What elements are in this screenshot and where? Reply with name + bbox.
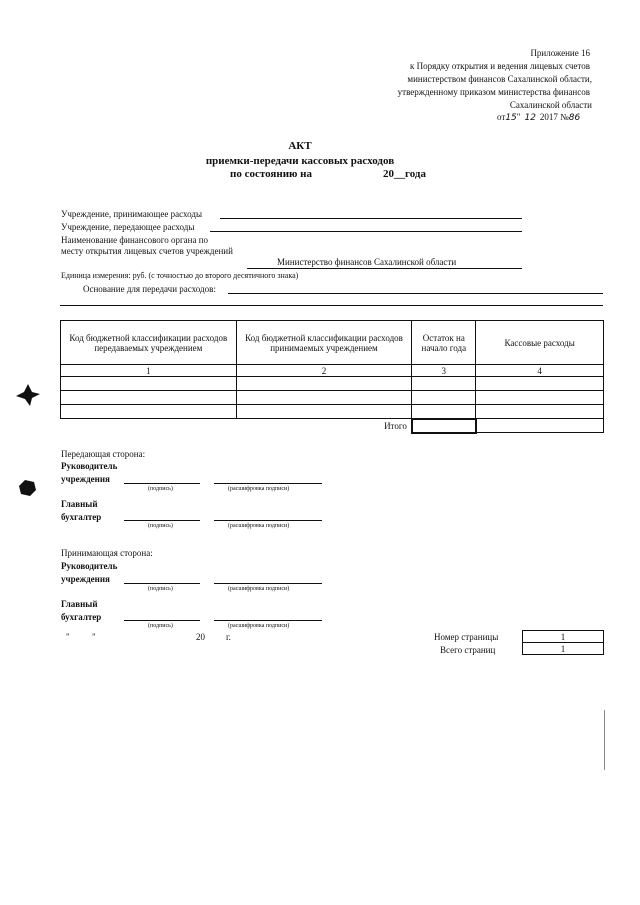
page-number-label: Номер страницы bbox=[434, 632, 499, 642]
receive-accountant-decode-line[interactable] bbox=[214, 620, 322, 621]
receiving-side-label: Принимающая сторона: bbox=[61, 548, 153, 558]
table-cell[interactable] bbox=[61, 405, 237, 419]
sign-date-quote-open: " bbox=[66, 632, 70, 642]
table-row bbox=[61, 377, 604, 391]
transfer-accountant-decode-hint: (расшифровка подписи) bbox=[228, 523, 290, 529]
transfer-accountant-signature-line[interactable] bbox=[124, 520, 200, 521]
expenses-table bbox=[60, 320, 604, 434]
transfer-head-label-2: учреждения bbox=[61, 474, 110, 484]
receive-accountant-label-2: бухгалтер bbox=[61, 612, 102, 622]
date-month-handwritten: 12 bbox=[524, 113, 536, 123]
receive-accountant-signature-hint: (подпись) bbox=[148, 623, 173, 629]
col-number-2: 2 bbox=[236, 365, 412, 377]
punch-hole-mark bbox=[14, 382, 42, 408]
sign-date-year: 20 bbox=[196, 632, 205, 642]
table-cell[interactable] bbox=[412, 405, 476, 419]
receiving-institution-line[interactable] bbox=[220, 218, 522, 219]
appendix-line-4: утвержденному приказом министерства финансов bbox=[397, 87, 590, 97]
basis-line-2[interactable] bbox=[60, 305, 603, 306]
basis-line-1[interactable] bbox=[228, 293, 603, 294]
table-total-row bbox=[61, 419, 604, 433]
receive-head-label-1: Руководитель bbox=[61, 561, 118, 571]
transferring-institution-label: Учреждение, передающее расходы bbox=[61, 222, 195, 232]
receive-head-decode-line[interactable] bbox=[214, 583, 322, 584]
number-handwritten: 86 bbox=[568, 113, 581, 123]
date-prefix: от bbox=[497, 112, 506, 122]
sign-date-quote-close: " bbox=[92, 632, 96, 642]
receive-head-decode-hint: (расшифровка подписи) bbox=[228, 586, 290, 592]
appendix-line-1: Приложение 16 bbox=[530, 48, 590, 58]
transfer-head-signature-line[interactable] bbox=[124, 483, 200, 484]
appendix-line-3: министерством финансов Сахалинской области, bbox=[407, 74, 592, 84]
table-cell[interactable] bbox=[236, 405, 412, 419]
table-cell[interactable] bbox=[61, 377, 237, 391]
sign-date-suffix: г. bbox=[226, 632, 231, 642]
receive-head-signature-line[interactable] bbox=[124, 583, 200, 584]
header-kbk-transferring: Код бюджетной классификации расходов передаваемых учреждением bbox=[61, 321, 237, 365]
total-label: Итого bbox=[61, 419, 412, 433]
receive-head-label-2: учреждения bbox=[61, 574, 110, 584]
transfer-accountant-decode-line[interactable] bbox=[214, 520, 322, 521]
header-kbk-receiving: Код бюджетной классификации расходов принимаемых учреждением bbox=[236, 321, 412, 365]
transfer-head-label-1: Руководитель bbox=[61, 461, 118, 471]
pages-table bbox=[522, 630, 604, 655]
act-title: АКТ bbox=[288, 140, 312, 152]
number-prefix: № bbox=[560, 112, 569, 122]
table-cell[interactable] bbox=[476, 405, 604, 419]
table-cell[interactable] bbox=[412, 391, 476, 405]
total-balance-cell[interactable] bbox=[412, 419, 476, 433]
basis-label: Основание для передачи расходов: bbox=[83, 284, 216, 294]
fin-org-label-2: месту открытия лицевых счетов учреждений bbox=[61, 246, 233, 256]
table-row bbox=[61, 405, 604, 419]
table-cell[interactable] bbox=[236, 391, 412, 405]
transfer-accountant-label-1: Главный bbox=[61, 499, 98, 509]
header-balance: Остаток на начало года bbox=[412, 321, 476, 365]
punch-hole-mark bbox=[16, 478, 38, 498]
appendix-line-5: Сахалинской области bbox=[509, 100, 592, 110]
table-row bbox=[61, 391, 604, 405]
table-cell[interactable] bbox=[412, 377, 476, 391]
header-cash-expenses: Кассовые расходы bbox=[476, 321, 604, 365]
date-year: 2017 bbox=[539, 112, 558, 122]
total-pages-label: Всего страниц bbox=[440, 645, 496, 655]
table-header-row bbox=[61, 321, 604, 365]
transfer-accountant-signature-hint: (подпись) bbox=[148, 523, 173, 529]
act-subtitle: приемки-передачи кассовых расходов bbox=[205, 155, 395, 167]
act-date-label: по состоянию на bbox=[230, 168, 313, 180]
table-numbers-row bbox=[61, 365, 604, 377]
page-number-value: 1 bbox=[523, 631, 604, 643]
appendix-line-2: к Порядку открытия и ведения лицевых счетов bbox=[409, 61, 590, 71]
transferring-side-label: Передающая сторона: bbox=[61, 449, 146, 459]
table-cell[interactable] bbox=[476, 377, 604, 391]
col-number-1: 1 bbox=[61, 365, 237, 377]
table-cell[interactable] bbox=[476, 391, 604, 405]
appendix-date: от15" 12 2017 №86 bbox=[497, 112, 581, 123]
table-cell[interactable] bbox=[236, 377, 412, 391]
transfer-head-decode-hint: (расшифровка подписи) bbox=[228, 486, 290, 492]
fin-org-value: Министерство финансов Сахалинской области bbox=[277, 257, 457, 267]
receiving-institution-label: Учреждение, принимающее расходы bbox=[61, 209, 202, 219]
total-pages-value: 1 bbox=[523, 643, 604, 655]
transfer-head-signature-hint: (подпись) bbox=[148, 486, 173, 492]
transfer-head-decode-line[interactable] bbox=[214, 483, 322, 484]
total-expenses-cell[interactable] bbox=[476, 419, 604, 433]
scan-edge-mark bbox=[604, 710, 605, 770]
table-cell[interactable] bbox=[61, 391, 237, 405]
transferring-institution-line[interactable] bbox=[210, 231, 522, 232]
fin-org-label-1: Наименование финансового органа по bbox=[61, 235, 209, 245]
receive-head-signature-hint: (подпись) bbox=[148, 586, 173, 592]
col-number-4: 4 bbox=[476, 365, 604, 377]
act-date-year: 20__года bbox=[383, 168, 426, 180]
receive-accountant-signature-line[interactable] bbox=[124, 620, 200, 621]
col-number-3: 3 bbox=[412, 365, 476, 377]
fin-org-line bbox=[247, 268, 522, 269]
date-day-handwritten: 15 bbox=[505, 113, 517, 123]
receive-accountant-label-1: Главный bbox=[61, 599, 98, 609]
unit-of-measure: Единица измерения: руб. (с точностью до второго десятичного знака) bbox=[61, 271, 299, 280]
transfer-accountant-label-2: бухгалтер bbox=[61, 512, 102, 522]
receive-accountant-decode-hint: (расшифровка подписи) bbox=[228, 623, 290, 629]
